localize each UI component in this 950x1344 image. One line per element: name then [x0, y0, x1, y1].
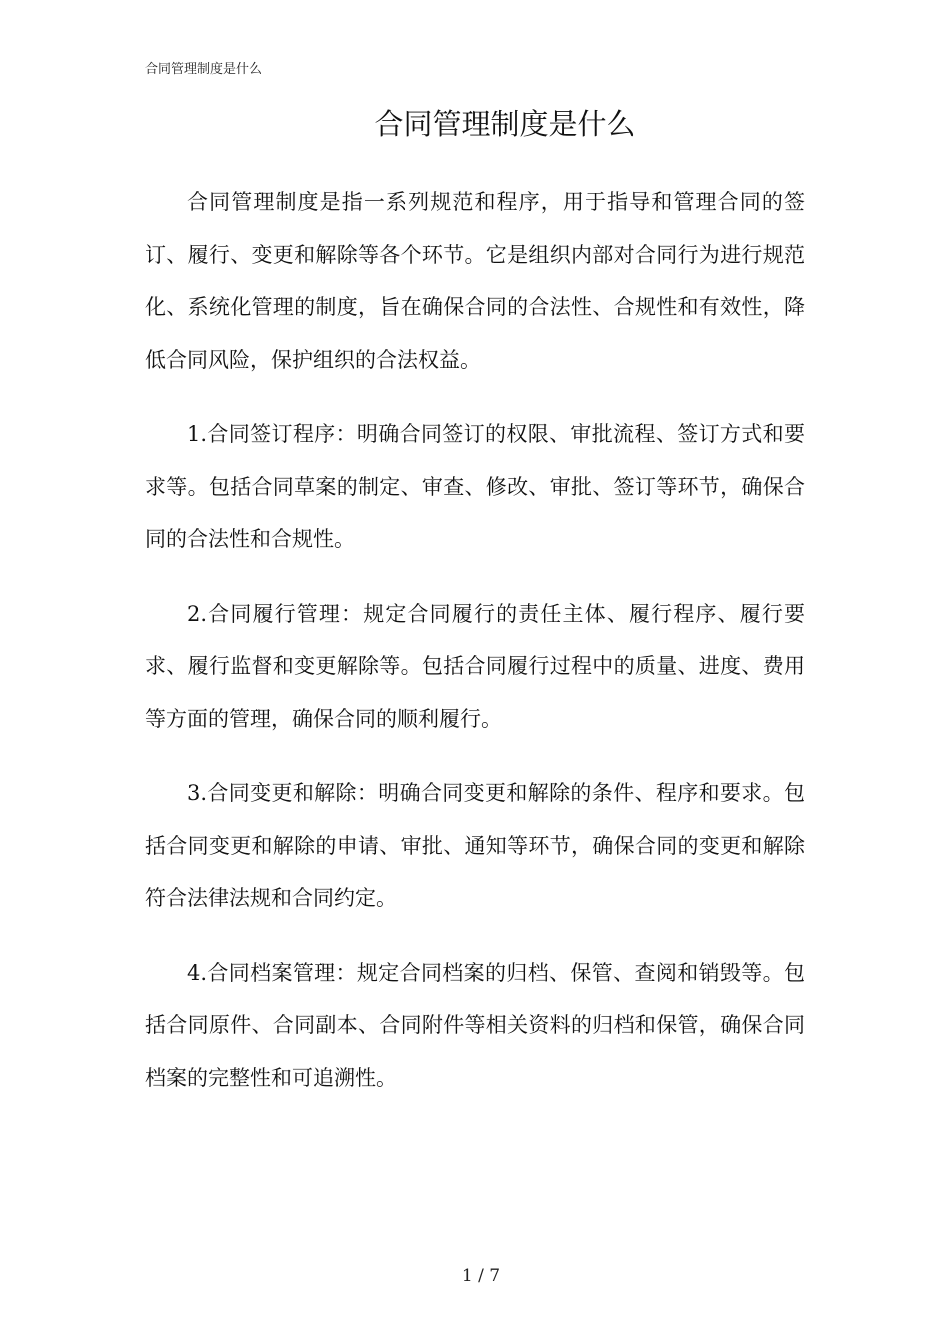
page-number: 1 / 7 — [461, 1266, 501, 1286]
section-performance-management: 2.合同履行管理：规定合同履行的责任主体、履行程序、履行要求、履行监督和变更解除等。包括合同履行过程中的质量、进度、费用等方面的管理，确保合同的顺利履行。 — [145, 601, 805, 731]
section-signing-procedure: 1.合同签订程序：明确合同签订的权限、审批流程、签订方式和要求等。包括合同草案的制定、审查、修改、审批、签订等环节，确保合同的合法性和合规性。 — [145, 422, 805, 551]
running-header: 合同管理制度是什么 — [145, 62, 263, 77]
document-body — [145, 176, 805, 1126]
section-archive-management: 4.合同档案管理：规定合同档案的归档、保管、查阅和销毁等。包括合同原件、合同副本、合同附件等相关资料的归档和保管，确保合同档案的完整性和可追溯性。 — [145, 960, 805, 1090]
intro-paragraph: 合同管理制度是指一系列规范和程序，用于指导和管理合同的签订、履行、变更和解除等各个环节。它是组织内部对合同行为进行规范化、系统化管理的制度，旨在确保合同的合法性、合规性和有效性，降低合同风险，保护组织的合法权益。 — [145, 190, 805, 372]
document-title: 合同管理制度是什么 — [374, 107, 636, 141]
section-change-and-termination: 3.合同变更和解除：明确合同变更和解除的条件、程序和要求。包括合同变更和解除的申请、审批、通知等环节，确保合同的变更和解除符合法律法规和合同约定。 — [145, 781, 805, 910]
